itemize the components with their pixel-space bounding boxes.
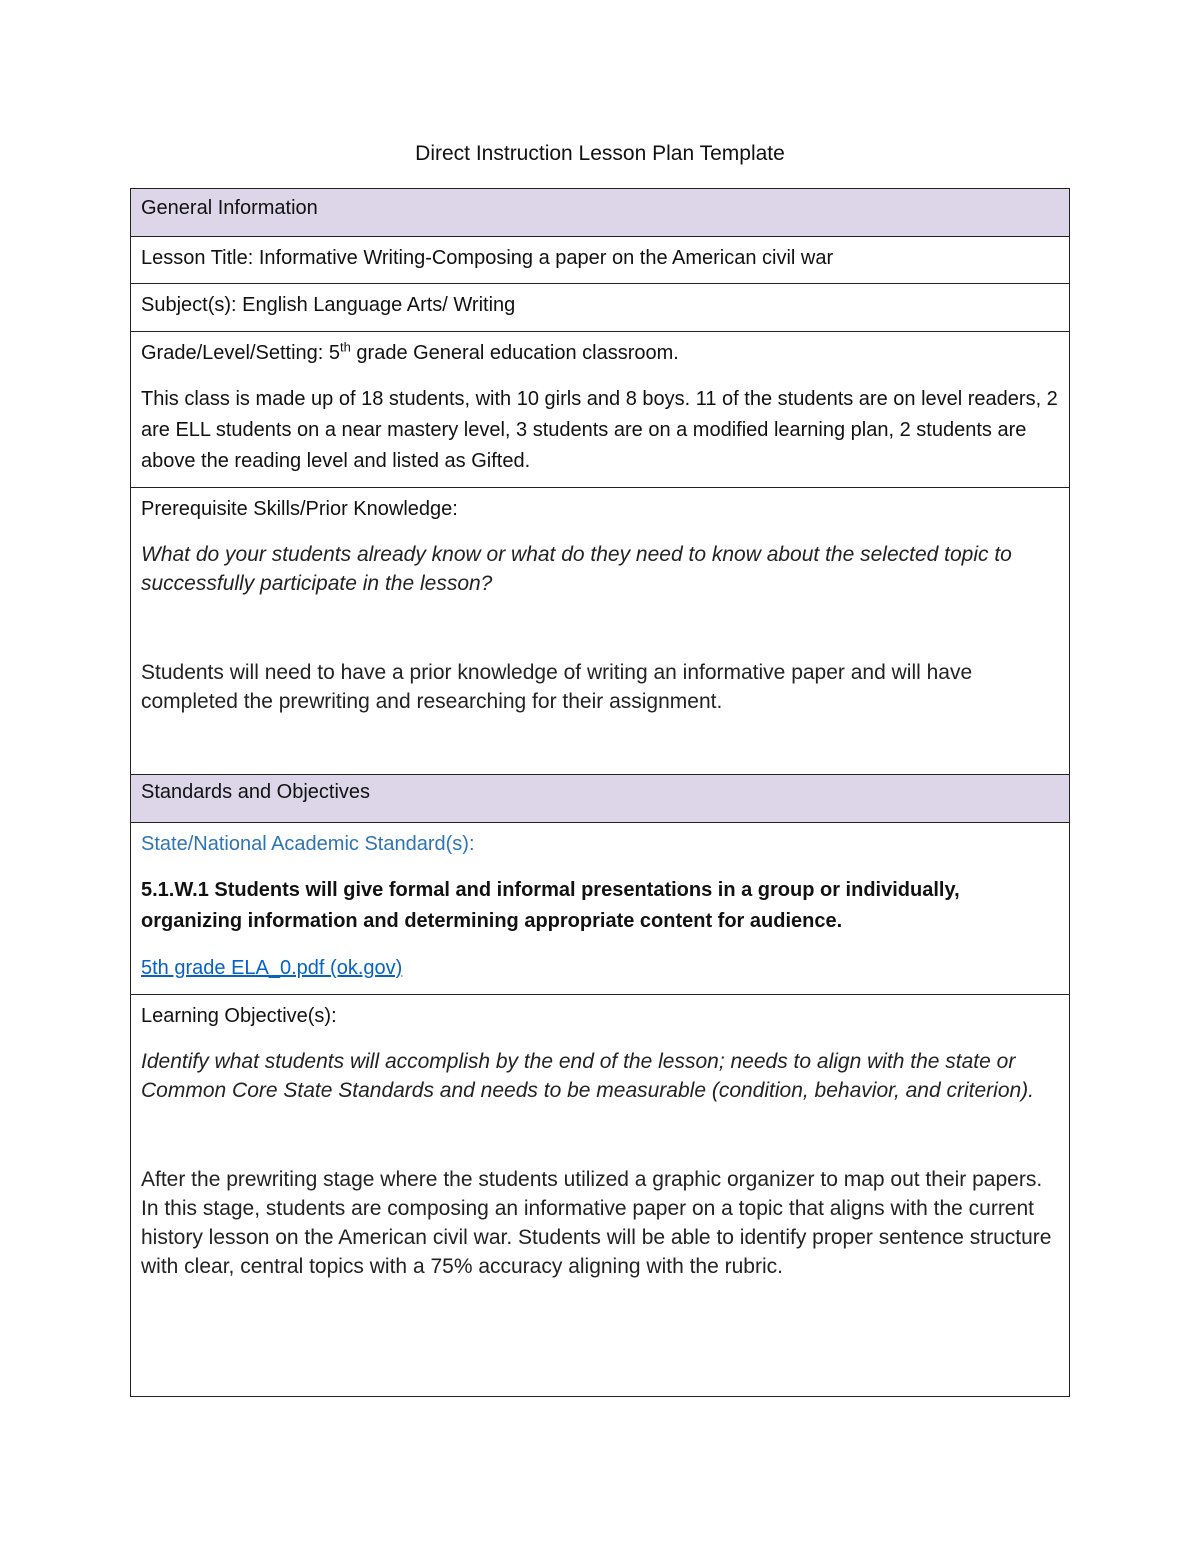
prerequisite-answer: Students will need to have a prior knowledge of writing an informative paper and will have completed the prewriting and researching for their assignment.: [141, 661, 973, 713]
prerequisite-label: Prerequisite Skills/Prior Knowledge:: [141, 498, 458, 520]
learning-objectives-answer: After the prewriting stage where the students utilized a graphic organizer to map out their papers. In this stage, students are composing an informative paper on a topic that aligns with the current history lesson on the American civil war. Students will be able to identify proper sentence structure with clear, central topics with a 75% accuracy aligning with the rubric.: [141, 1168, 1052, 1278]
standards-pdf-link[interactable]: 5th grade ELA_0.pdf (ok.gov): [141, 957, 403, 979]
document-title: Direct Instruction Lesson Plan Template: [415, 142, 785, 165]
subjects: Subject(s): English Language Arts/ Writing: [141, 294, 516, 316]
prerequisite-prompt: What do your students already know or what do they need to know about the selected topic to successfully participate in the lesson?: [141, 543, 1012, 595]
subjects-row: [131, 284, 1069, 332]
state-standards-row: [131, 823, 1069, 995]
lesson-plan-table: [130, 188, 1070, 1397]
grade-superscript: th: [340, 339, 351, 355]
learning-objectives-prompt: Identify what students will accomplish by the end of the lesson; needs to align with the state or Common Core State Standards and needs to be measurable (condition, behavior, and criterion).: [141, 1050, 1035, 1102]
grade-level-setting-row: [131, 332, 1069, 488]
general-information-header: [131, 189, 1069, 237]
standards-objectives-header: [131, 775, 1069, 823]
general-information-label: General Information: [141, 197, 318, 219]
standard-text: 5.1.W.1 Students will give formal and informal presentations in a group or individually, organizing information and determining appropriate content for audience.: [141, 879, 960, 932]
class-description: This class is made up of 18 students, with 10 girls and 8 boys. 11 of the students are on level readers, 2 are ELL students on a near mastery level, 3 students are on a modified learning plan, 2 students are above the reading level and listed as Gifted.: [141, 388, 1058, 472]
grade-prefix: Grade/Level/Setting: 5: [141, 342, 341, 364]
state-standard-label: State/National Academic Standard(s):: [141, 833, 475, 855]
learning-objectives-row: [131, 995, 1069, 1396]
standards-objectives-label: Standards and Objectives: [141, 781, 371, 803]
grade-suffix: grade General education classroom.: [350, 342, 679, 364]
prerequisite-row: [131, 488, 1069, 775]
lesson-title-row: [131, 237, 1069, 284]
learning-objectives-label: Learning Objective(s):: [141, 1005, 337, 1027]
grade-level-setting: [141, 338, 1059, 368]
lesson-title: Lesson Title: Informative Writing-Composing a paper on the American civil war: [141, 247, 834, 269]
